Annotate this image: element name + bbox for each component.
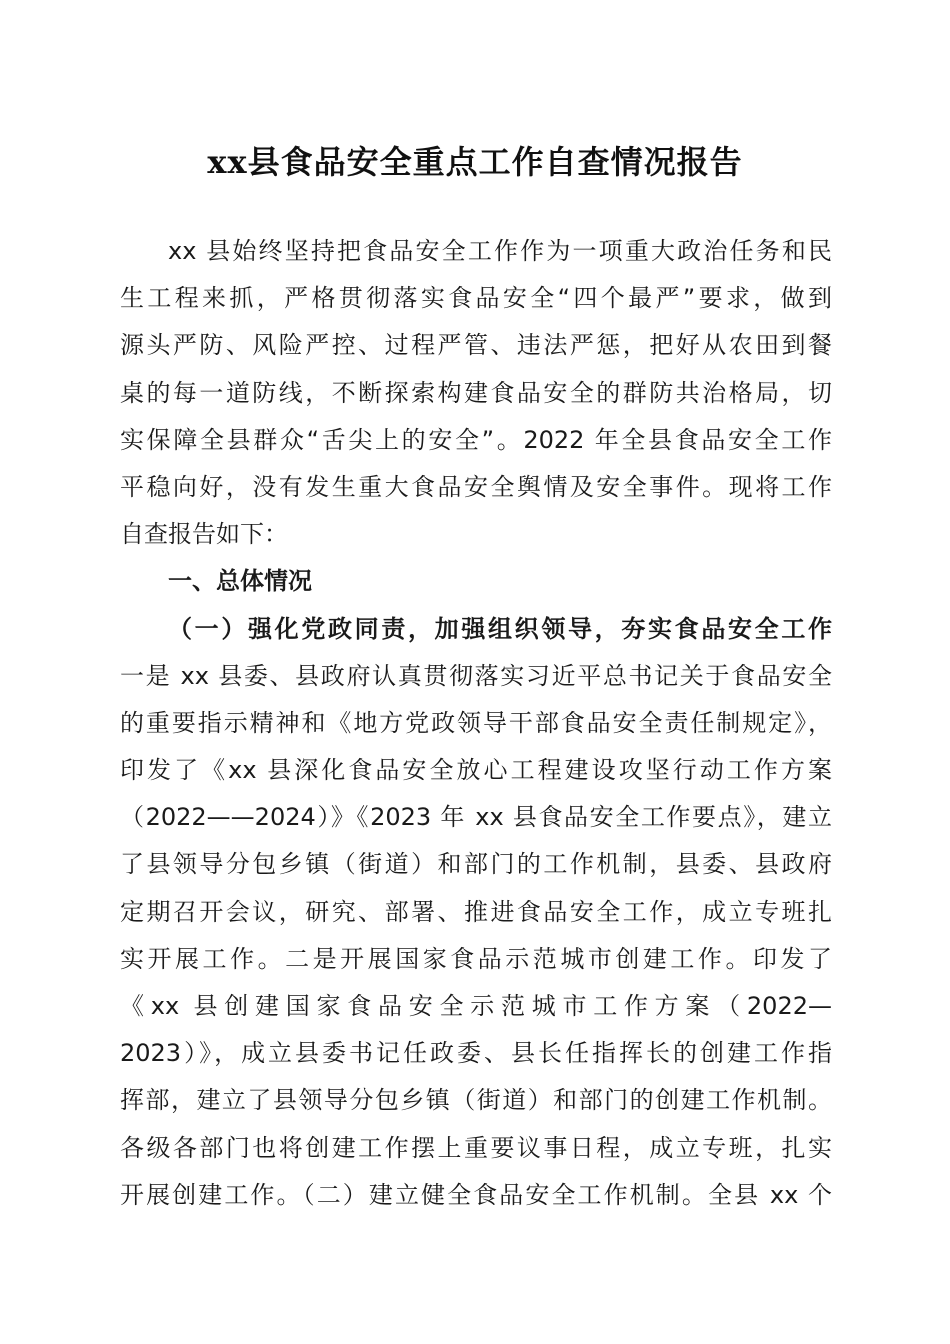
paragraph-line: 实开展工作。二是开展国家食品示范城市创建工作。印发了: [120, 944, 832, 973]
paragraph-line: 开展创建工作。（二）建立健全食品安全工作机制。全县 xx 个: [120, 1180, 832, 1209]
paragraph-line: 自查报告如下：: [120, 520, 288, 549]
section-heading: 一、总体情况: [168, 567, 312, 596]
paragraph-line: 挥部，建立了县领导分包乡镇（街道）和部门的创建工作机制。: [120, 1086, 832, 1115]
paragraph-line: 2023）》，成立县委书记任政委、县长任指挥长的创建工作指: [120, 1039, 832, 1068]
subsection-heading: （一）强化党政同责，加强组织领导，夯实食品安全工作: [168, 614, 832, 643]
paragraph-line: 生工程来抓，严格贯彻落实食品安全“四个最严”要求，做到: [120, 284, 832, 313]
paragraph-line: xx 县始终坚持把食品安全工作作为一项重大政治任务和民: [168, 237, 832, 265]
paragraph-line: 《xx 县创建国家食品安全示范城市工作方案（2022—: [120, 992, 832, 1020]
paragraph-line: 实保障全县群众“舌尖上的安全”。2022 年全县食品安全工作: [120, 425, 832, 454]
paragraph-line: 平稳向好，没有发生重大食品安全舆情及安全事件。现将工作: [120, 472, 832, 501]
paragraph-line: 了县领导分包乡镇（街道）和部门的工作机制，县委、县政府: [120, 850, 832, 879]
paragraph-line: 定期召开会议，研究、部署、推进食品安全工作，成立专班扎: [120, 897, 832, 926]
document-title: xx县食品安全重点工作自查情况报告: [207, 143, 743, 181]
paragraph-line: 一是 xx 县委、县政府认真贯彻落实习近平总书记关于食品安全: [120, 661, 832, 690]
paragraph-line: 的重要指示精神和《地方党政领导干部食品安全责任制规定》，: [120, 708, 832, 737]
paragraph-line: 桌的每一道防线，不断探索构建食品安全的群防共治格局，切: [120, 378, 832, 407]
document-body: [120, 228, 832, 1219]
paragraph-line: （2022——2024）》《2023 年 xx 县食品安全工作要点》，建立: [120, 803, 832, 832]
paragraph-line: 源头严防、风险严控、过程严管、违法严惩，把好从农田到餐: [120, 331, 832, 360]
paragraph-line: 各级各部门也将创建工作摆上重要议事日程，成立专班，扎实: [120, 1133, 832, 1162]
paragraph-line: 印发了《xx 县深化食品安全放心工程建设攻坚行动工作方案: [120, 756, 832, 785]
